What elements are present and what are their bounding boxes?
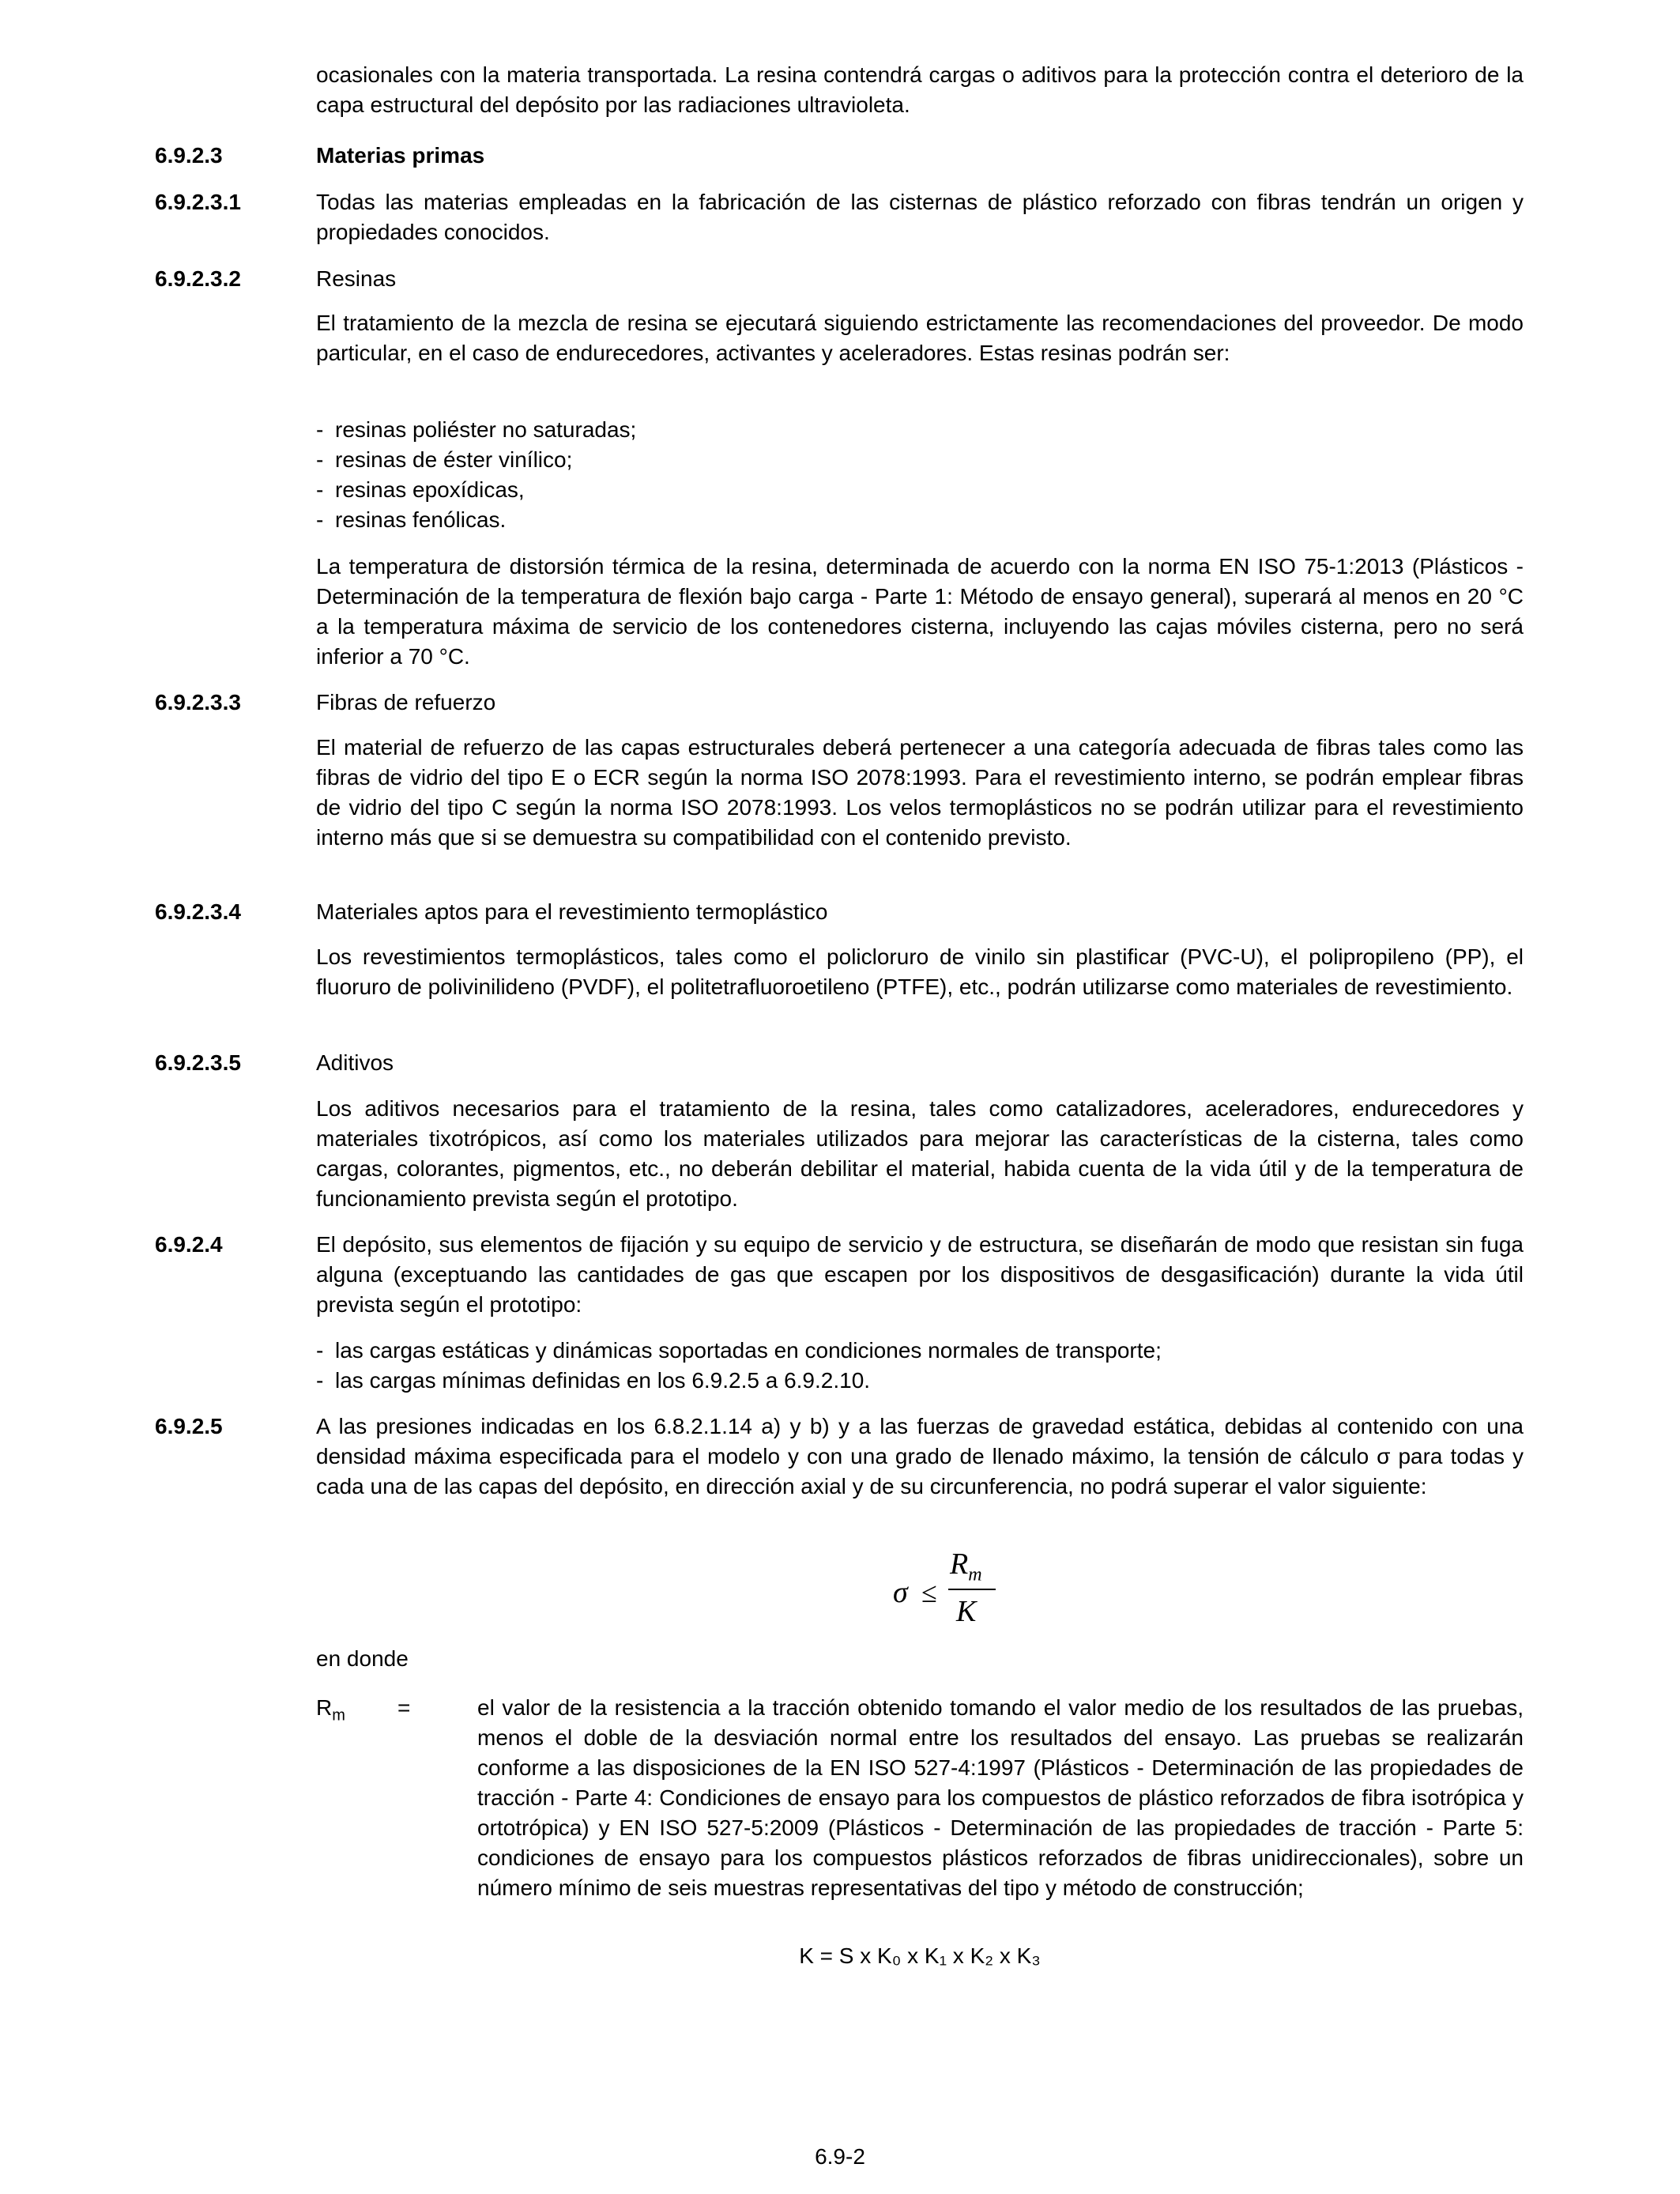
section-6-9-2-4-text: El depósito, sus elementos de fijación y su equipo de servicio y de estructura, se diseñarán de modo que resistan sin fuga alguna (exceptuando las cantidades de gas que escapen por los dispositivos de desgasificación) durante la vida útil prevista según el prototipo: (316, 1232, 1524, 1317)
definition-symbol-subscript: m (332, 1706, 345, 1725)
section-6-9-2-3-5-number: 6.9.2.3.5 (155, 1050, 241, 1075)
section-6-9-2-5-text: A las presiones indicadas en los 6.8.2.1.14 a) y b) y a las fuerzas de gravedad estática, debidas al contenido con una densidad máxima especificada para el modelo y con una grado de llenado máximo, la tensión de cálculo σ para todas y cada una de las capas del depósito, en dirección axial y de su circunferencia, no podrá superar el valor siguiente: (316, 1414, 1524, 1498)
list-item: - las cargas estáticas y dinámicas soportadas en condiciones normales de transporte; (316, 1336, 1524, 1366)
section-6-9-2-3-2-number: 6.9.2.3.2 (155, 266, 241, 291)
resins-paragraph: El tratamiento de la mezcla de resina se ejecutará siguiendo estrictamente las recomendaciones del proveedor. De modo particular, en el caso de endurecedores, activantes y aceleradores. Estas resinas podrán ser: (316, 311, 1524, 365)
formula-sigma: σ (893, 1576, 908, 1609)
lining-paragraph: Los revestimientos termoplásticos, tales como el policloruro de vinilo sin plastificar (PVC-U), el polipropileno (PP), el fluoruro de polivinilideno (PVDF), el politetrafluoroetileno (PTFE), etc., podrán utilizarse como materiales de revestimiento. (316, 944, 1524, 999)
formula-numerator-symbol: R (950, 1547, 969, 1581)
section-6-9-2-4-number: 6.9.2.4 (155, 1232, 223, 1257)
resins-list (316, 415, 1524, 535)
section-6-9-2-3-4-number: 6.9.2.3.4 (155, 899, 241, 924)
list-item: - resinas de éster vinílico; (316, 445, 1524, 475)
list-item: - resinas poliéster no saturadas; (316, 415, 1524, 445)
formula-denominator: K (956, 1595, 977, 1628)
intro-paragraph: ocasionales con la materia transportada. La resina contendrá cargas o aditivos para la protección contra el deterioro de la capa estructural del depósito por las radiaciones ultravioleta. (316, 62, 1524, 117)
k-formula: K = S x K₀ x K₁ x K₂ x K₃ (799, 1943, 1041, 1968)
page-number: 6.9-2 (815, 2144, 865, 2169)
fibres-paragraph: El material de refuerzo de las capas estructurales deberá pertenecer a una categoría adecuada de fibras tales como las fibras de vidrio del tipo E o ECR según la norma ISO 2078:1993. Para el revestimiento interno, se podrán emplear fibras de vidrio del tipo C según la norma ISO 2078:1993. Los velos termoplásticos no se podrán utilizar para el revestimiento interno más que si se demuestra su compatibilidad con el contenido previsto. (316, 735, 1524, 850)
section-6-9-2-3-5-title: Aditivos (316, 1050, 394, 1075)
definition-equals: = (397, 1695, 411, 1720)
section-6-9-2-3-title: Materias primas (316, 143, 485, 168)
stress-formula (893, 1549, 996, 1628)
section-6-9-2-3-number: 6.9.2.3 (155, 143, 223, 168)
list-item: - las cargas mínimas definidas en los 6.9.2.5 a 6.9.2.10. (316, 1366, 1524, 1396)
formula-less-equal: ≤ (921, 1577, 937, 1608)
section-6-9-2-3-3-number: 6.9.2.3.3 (155, 690, 241, 714)
formula-numerator (950, 1549, 982, 1590)
section-6-9-2-3-1-number: 6.9.2.3.1 (155, 190, 241, 214)
definition-text: el valor de la resistencia a la tracción obtenido tomando el valor medio de los resultados de las pruebas, menos el doble de la desviación normal entre los resultados del ensayo. Las pruebas se realizarán conforme a las disposiciones de la EN ISO 527-4:1997 (Plásticos - Determinación de las propiedades de tracción - Parte 4: Condiciones de ensayo para los compuestos de plástico reforzados de fibra isotrópica y ortotrópica) y EN ISO 527-5:2009 (Plásticos - Determinación de las propiedades de tracción - Parte 5: condiciones de ensayo para los compuestos plásticos reforzados de fibras unidireccionales), sobre un número mínimo de seis muestras representativas del tipo y método de construcción; (477, 1695, 1524, 1900)
formula-fraction-bar (948, 1589, 996, 1590)
section-6-9-2-3-2-title: Resinas (316, 266, 397, 291)
loads-list (316, 1336, 1524, 1396)
definition-symbol (316, 1693, 345, 1731)
section-6-9-2-5-number: 6.9.2.5 (155, 1414, 223, 1438)
additives-paragraph: Los aditivos necesarios para el tratamiento de la resina, tales como catalizadores, aceleradores, endurecedores y materiales tixotrópicos, así como los materiales utilizados para mejorar las características de la cisterna, tales como cargas, colorantes, pigmentos, etc., no deberán debilitar el material, habida cuenta de la vida útil y de la temperatura de funcionamiento prevista según el prototipo. (316, 1096, 1524, 1211)
definition-symbol-letter: R (316, 1695, 333, 1720)
formula-numerator-subscript: m (968, 1564, 982, 1585)
list-item: - resinas epoxídicas, (316, 475, 1524, 505)
section-6-9-2-3-4-title: Materiales aptos para el revestimiento termoplástico (316, 899, 828, 924)
resin-temperature-paragraph: La temperatura de distorsión térmica de la resina, determinada de acuerdo con la norma EN ISO 75-1:2013 (Plásticos - Determinación de la temperatura de flexión bajo carga - Parte 1: Método de ensayo general), superará al menos en 20 °C a la temperatura máxima de servicio de los contenedores cisterna, incluyendo las cajas móviles cisterna, pero no será inferior a 70 °C. (316, 554, 1524, 669)
section-6-9-2-3-3-title: Fibras de refuerzo (316, 690, 496, 714)
list-item: - resinas fenólicas. (316, 505, 1524, 535)
section-6-9-2-3-1-text: Todas las materias empleadas en la fabricación de las cisternas de plástico reforzado con fibras tendrán un origen y propiedades conocidos. (316, 190, 1524, 244)
where-label: en donde (316, 1646, 409, 1671)
